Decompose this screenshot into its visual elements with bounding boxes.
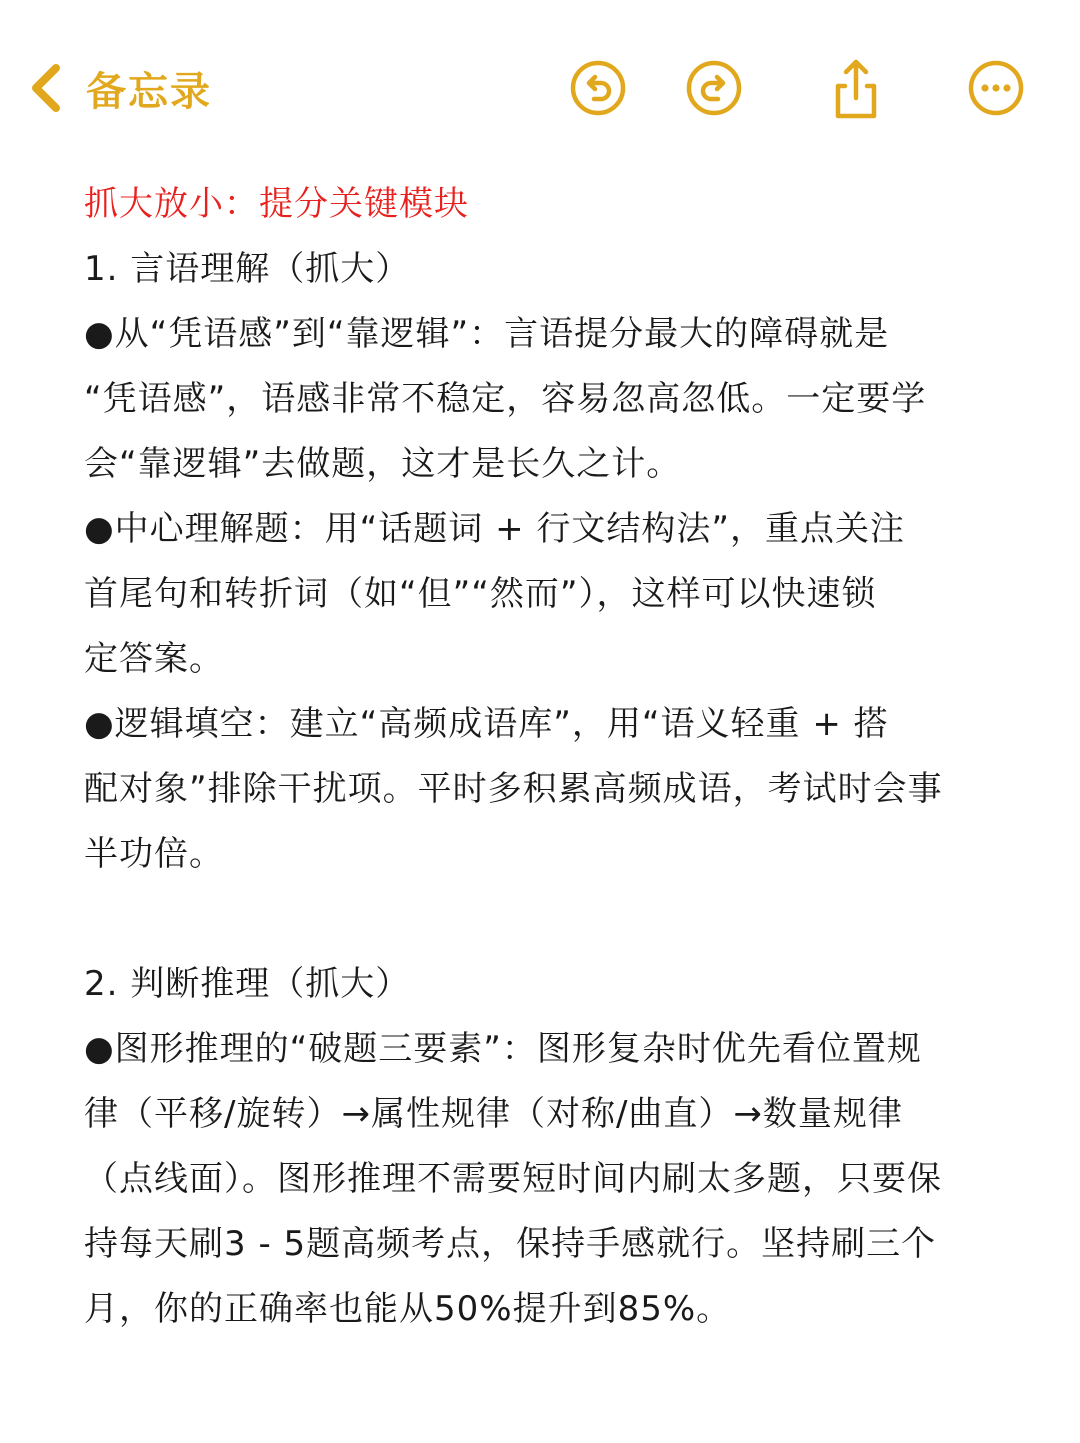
note-line: 定答案。 (84, 639, 224, 679)
note-title: 抓大放小：提分关键模块 (84, 184, 469, 224)
navigation-bar (0, 0, 1080, 170)
undo-icon (568, 58, 628, 118)
note-line: 律（平移/旋转）→属性规律（对称/曲直）→数量规律 (84, 1094, 903, 1134)
note-line: 配对象”排除干扰项。平时多积累高频成语，考试时会事 (84, 769, 943, 809)
share-icon (826, 58, 886, 120)
undo-button[interactable] (568, 58, 628, 118)
back-button[interactable] (28, 58, 212, 118)
chevron-left-icon (28, 62, 64, 114)
redo-button[interactable] (684, 58, 744, 118)
note-line: ●逻辑填空：建立“高频成语库”，用“语义轻重 + 搭 (84, 704, 889, 744)
redo-icon (684, 58, 744, 118)
back-label: 备忘录 (86, 68, 212, 115)
note-line: 会“靠逻辑”去做题，这才是长久之计。 (84, 444, 682, 484)
section-title: 1. 言语理解（抓大） (84, 249, 411, 289)
note-line: “凭语感”，语感非常不稳定，容易忽高忽低。一定要学 (84, 379, 927, 419)
more-button[interactable] (966, 58, 1026, 118)
paragraph-gap (84, 887, 1004, 952)
note-line: 月，你的正确率也能从50%提升到85%。 (84, 1289, 732, 1329)
note-body[interactable] (84, 172, 1004, 1342)
share-button[interactable] (826, 58, 886, 118)
note-line: （点线面）。图形推理不需要短时间内刷太多题，只要保 (84, 1159, 942, 1199)
note-line: 持每天刷3 - 5题高频考点，保持手感就行。坚持刷三个 (84, 1224, 937, 1264)
section-title: 2. 判断推理（抓大） (84, 964, 411, 1004)
note-line: ●从“凭语感”到“靠逻辑”：言语提分最大的障碍就是 (84, 314, 890, 354)
note-line: 首尾句和转折词（如“但”“然而”），这样可以快速锁 (84, 574, 877, 614)
note-line: ●中心理解题：用“话题词 + 行文结构法”，重点关注 (84, 509, 905, 549)
note-line: 半功倍。 (84, 834, 224, 874)
note-line: ●图形推理的“破题三要素”：图形复杂时优先看位置规 (84, 1029, 922, 1069)
more-icon (966, 58, 1026, 118)
